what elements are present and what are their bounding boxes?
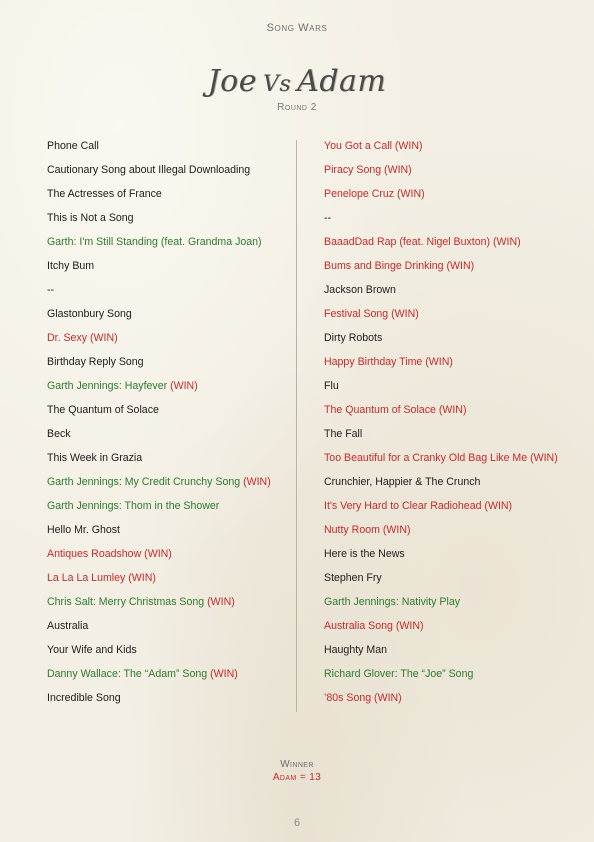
song-title: Glastonbury Song [47, 308, 132, 320]
title-left-name: Joe [207, 64, 257, 99]
joe-song-row [47, 568, 287, 592]
song-title: -- [324, 212, 332, 224]
adam-song-row [324, 616, 574, 640]
song-title: Happy Birthday Time (WIN) [324, 356, 453, 368]
joe-song-row [47, 448, 287, 472]
song-title: This Week in Grazia [47, 452, 143, 464]
adam-song-row [324, 424, 574, 448]
joe-song-row [47, 496, 287, 520]
adam-song-row [324, 664, 574, 688]
song-title: Australia Song (WIN) [324, 620, 424, 632]
adam-song-row [324, 448, 574, 472]
adam-song-row [324, 328, 574, 352]
joe-song-row [47, 376, 287, 400]
song-title: The Quantum of Solace [47, 404, 159, 416]
adam-song-row [324, 640, 574, 664]
joe-song-row [47, 136, 287, 160]
song-title: It's Very Hard to Clear Radiohead (WIN) [324, 500, 513, 512]
winner-score: Adam = 13 [272, 772, 322, 783]
winner-label: Winner [280, 759, 314, 770]
joe-song-row [47, 304, 287, 328]
song-title: BaaadDad Rap (feat. Nigel Buxton) (WIN) [324, 236, 521, 248]
joe-song-row [47, 424, 287, 448]
win-marker: (WIN) [207, 596, 235, 608]
joe-song-row [47, 616, 287, 640]
adam-song-row [324, 592, 574, 616]
song-title: Garth Jennings: Thom in the Shower [47, 500, 220, 512]
column-divider [296, 140, 297, 712]
joe-song-row [47, 280, 287, 304]
adam-song-row [324, 544, 574, 568]
song-title: Penelope Cruz (WIN) [324, 188, 425, 200]
joe-song-row [47, 544, 287, 568]
round-subtitle: Round 2 [277, 102, 317, 113]
joe-song-row [47, 208, 287, 232]
adam-song-row [324, 352, 574, 376]
joe-song-row [47, 688, 287, 712]
song-title: Chris Salt: Merry Christmas Song [47, 596, 208, 608]
section-header: Song Wars [266, 22, 328, 34]
song-title: The Quantum of Solace (WIN) [324, 404, 467, 416]
joe-song-row [47, 640, 287, 664]
win-marker: (WIN) [210, 668, 238, 680]
adam-song-row [324, 304, 574, 328]
joe-song-row [47, 160, 287, 184]
song-title: Haughty Man [324, 644, 388, 656]
song-title: Incredible Song [47, 692, 121, 704]
joe-song-row [47, 232, 287, 256]
adam-song-row [324, 376, 574, 400]
song-title: Phone Call [47, 140, 99, 152]
song-title: La La La Lumley (WIN) [47, 572, 156, 584]
joe-song-row [47, 328, 287, 352]
song-title: Richard Glover: The “Joe” Song [324, 668, 474, 680]
joe-song-row [47, 664, 287, 688]
adam-song-row [324, 280, 574, 304]
joe-song-list [47, 136, 287, 712]
song-title: Jackson Brown [324, 284, 396, 296]
song-title: Beck [47, 428, 71, 440]
win-marker: (WIN) [170, 380, 198, 392]
joe-song-row [47, 184, 287, 208]
song-title: Crunchier, Happier & The Crunch [324, 476, 481, 488]
song-title: Birthday Reply Song [47, 356, 144, 368]
adam-song-row [324, 400, 574, 424]
page-title [0, 64, 594, 99]
joe-song-row [47, 592, 287, 616]
song-title: Here is the News [324, 548, 405, 560]
song-title: Cautionary Song about Illegal Downloading [47, 164, 251, 176]
song-title: -- [47, 284, 55, 296]
win-marker: (WIN) [243, 476, 271, 488]
adam-song-row [324, 520, 574, 544]
title-vs: Vs [262, 72, 292, 97]
song-title: The Fall [324, 428, 363, 440]
song-title: ’80s Song (WIN) [324, 692, 402, 704]
song-title: Garth: I'm Still Standing (feat. Grandma Joan) [47, 236, 262, 248]
adam-song-list [324, 136, 574, 712]
song-title: Flu [324, 380, 339, 392]
song-title: Bums and Binge Drinking (WIN) [324, 260, 475, 272]
song-title: Dirty Robots [324, 332, 383, 344]
song-title: Too Beautiful for a Cranky Old Bag Like Me (WIN) [324, 452, 558, 464]
adam-song-row [324, 568, 574, 592]
adam-song-row [324, 136, 574, 160]
song-title: Nutty Room (WIN) [324, 524, 411, 536]
adam-song-row [324, 160, 574, 184]
song-title: Itchy Bum [47, 260, 95, 272]
song-title: Garth Jennings: Hayfever [47, 380, 171, 392]
joe-song-row [47, 520, 287, 544]
joe-song-row [47, 400, 287, 424]
song-title: Danny Wallace: The “Adam” Song [47, 668, 211, 680]
page-number: 6 [293, 817, 301, 829]
joe-song-row [47, 352, 287, 376]
adam-song-row [324, 496, 574, 520]
song-title: The Actresses of France [47, 188, 162, 200]
song-title: Garth Jennings: Nativity Play [324, 596, 461, 608]
joe-song-row [47, 472, 287, 496]
song-title: Stephen Fry [324, 572, 382, 584]
song-title: Your Wife and Kids [47, 644, 137, 656]
song-title: Antiques Roadshow (WIN) [47, 548, 172, 560]
adam-song-row [324, 232, 574, 256]
song-title: Festival Song (WIN) [324, 308, 419, 320]
joe-song-row [47, 256, 287, 280]
adam-song-row [324, 472, 574, 496]
song-title: Piracy Song (WIN) [324, 164, 412, 176]
song-title: Australia [47, 620, 89, 632]
adam-song-row [324, 256, 574, 280]
winner-block [0, 758, 594, 784]
song-title: Dr. Sexy (WIN) [47, 332, 118, 344]
song-title: This is Not a Song [47, 212, 134, 224]
song-title: Garth Jennings: My Credit Crunchy Song [47, 476, 244, 488]
song-title: You Got a Call (WIN) [324, 140, 423, 152]
adam-song-row [324, 184, 574, 208]
title-right-name: Adam [297, 64, 387, 99]
song-title: Hello Mr. Ghost [47, 524, 121, 536]
adam-song-row [324, 208, 574, 232]
adam-song-row [324, 688, 574, 712]
